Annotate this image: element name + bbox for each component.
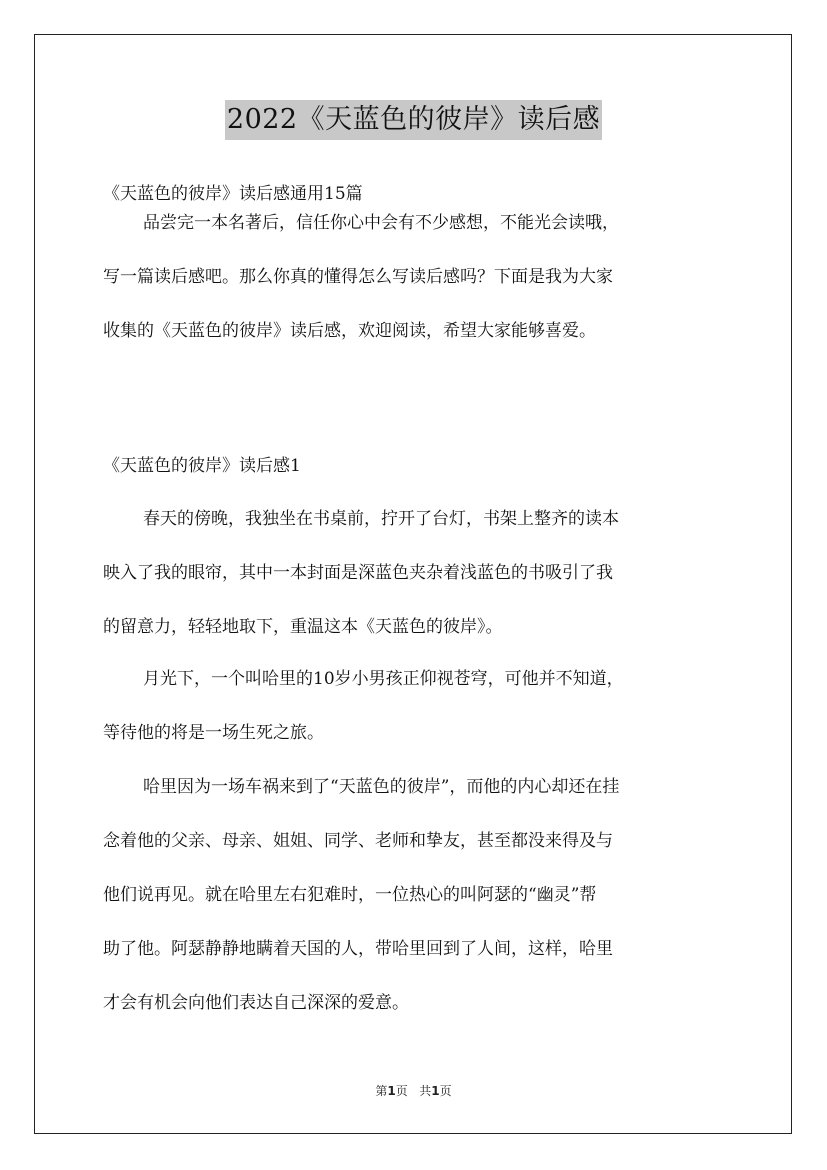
page-prefix: 第 — [375, 1084, 388, 1098]
intro-paragraph — [103, 196, 728, 358]
title-wrapper — [0, 100, 827, 140]
paragraph-line: 助了他。阿瑟静静地瞒着天国的人，带哈里回到了人间，这样，哈里 — [103, 939, 613, 959]
paragraph-line: 映入了我的眼帘，其中一本封面是深蓝色夹杂着浅蓝色的书吸引了我 — [103, 563, 613, 583]
intro-line: 收集的《天蓝色的彼岸》读后感，欢迎阅读，希望大家能够喜爱。 — [103, 321, 596, 341]
intro-line: 品尝完一本名著后，信任你心中会有不少感想，不能光会读哦， — [143, 213, 619, 233]
paragraph-1 — [103, 492, 728, 654]
total-pages: 1 — [431, 1084, 440, 1098]
total-prefix: 共 — [419, 1084, 432, 1098]
paragraph-line: 月光下，一个叫哈里的10岁小男孩正仰视苍穹，可他并不知道， — [143, 669, 624, 689]
document-title: 2022《天蓝色的彼岸》读后感 — [225, 100, 602, 140]
page-suffix: 页 — [395, 1084, 408, 1098]
paragraph-line: 春天的傍晚，我独坐在书桌前，拧开了台灯，书架上整齐的读本 — [143, 509, 619, 529]
paragraph-line: 才会有机会向他们表达自己深深的爱意。 — [103, 993, 409, 1013]
section-heading: 《天蓝色的彼岸》读后感1 — [103, 456, 301, 476]
paragraph-line: 的留意力，轻轻地取下，重温这本《天蓝色的彼岸》。 — [103, 617, 503, 637]
total-suffix: 页 — [439, 1084, 452, 1098]
page-footer — [0, 1082, 827, 1099]
paragraph-line: 念着他的父亲、母亲、姐姐、同学、老师和挚友，甚至都没来得及与 — [103, 831, 613, 851]
paragraph-3 — [103, 760, 728, 1030]
paragraph-line: 他们说再见。就在哈里左右犯难时，一位热心的叫阿瑟的“幽灵”帮 — [103, 885, 597, 905]
paragraph-line: 哈里因为一场车祸来到了“天蓝色的彼岸”，而他的内心却还在挂 — [143, 777, 620, 797]
paragraph-2 — [103, 652, 728, 760]
page-number: 1 — [387, 1084, 396, 1098]
intro-line: 写一篇读后感吧。那么你真的懂得怎么写读后感吗？下面是我为大家 — [103, 267, 613, 287]
document-subtitle: 《天蓝色的彼岸》读后感通用15篇 — [103, 184, 363, 204]
paragraph-line: 等待他的将是一场生死之旅。 — [103, 723, 324, 743]
